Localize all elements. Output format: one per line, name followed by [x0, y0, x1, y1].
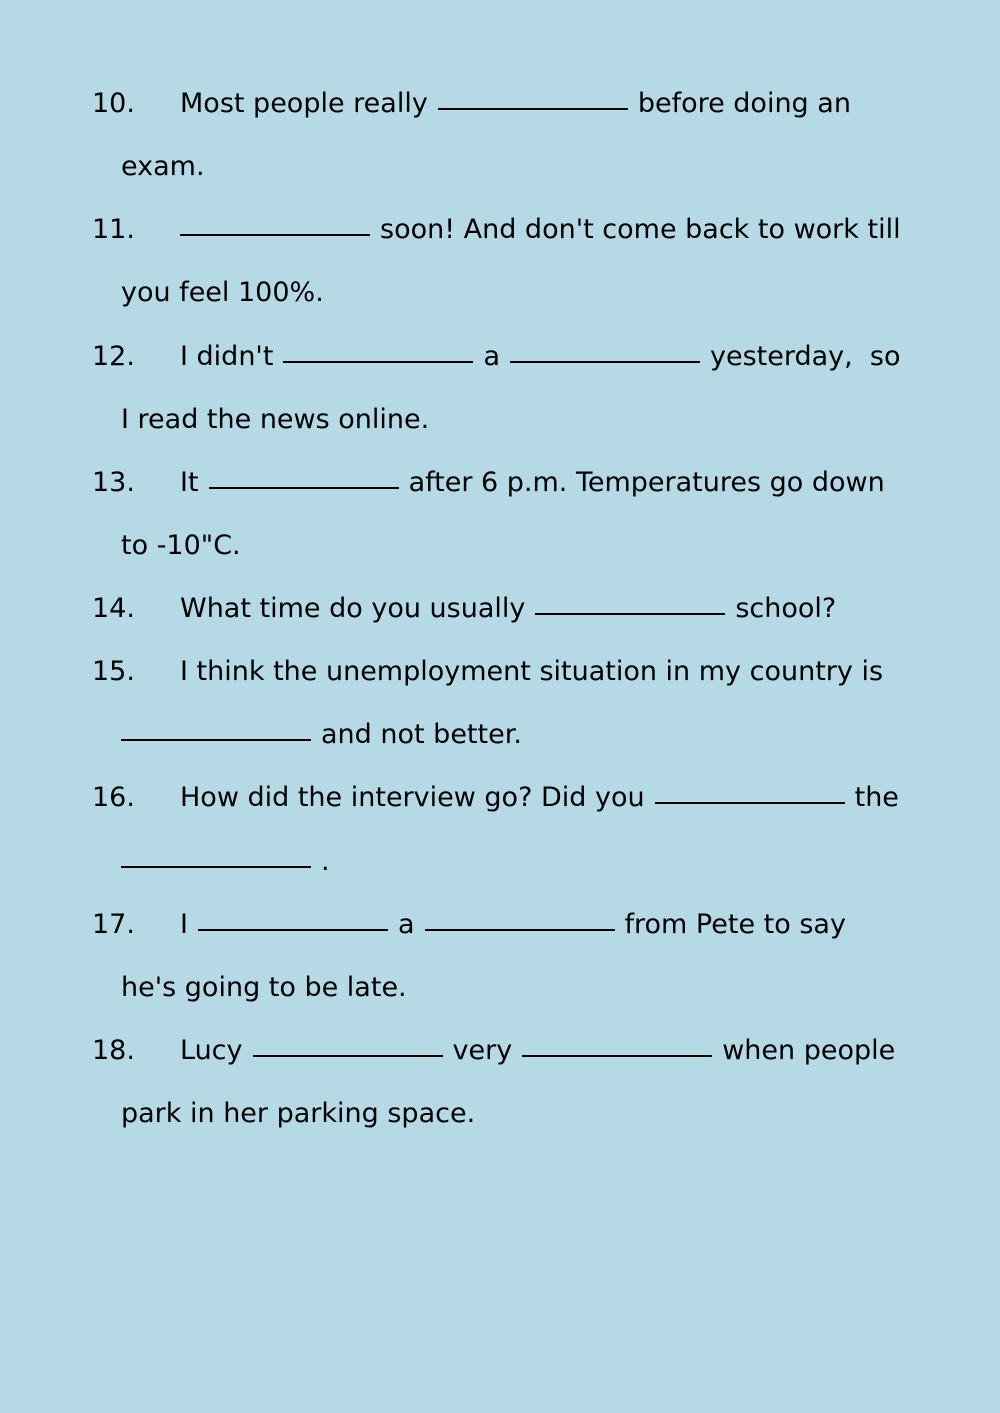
question-10-line-1 — [92, 84, 851, 124]
question-text: How did the interview go? Did you — [180, 782, 645, 813]
question-11-line-1 — [92, 210, 901, 250]
question-16-line-2 — [121, 842, 330, 882]
question-text: the — [854, 782, 899, 813]
question-text: I think the unemployment situation in my country is — [180, 656, 884, 687]
question-text: a — [483, 341, 500, 372]
question-16-line-1 — [92, 778, 899, 818]
answer-blank[interactable] — [438, 108, 628, 110]
question-text: soon! And don't come back to work till — [380, 214, 901, 245]
question-text: Lucy — [180, 1035, 243, 1066]
answer-blank[interactable] — [253, 1055, 443, 1057]
answer-blank[interactable] — [522, 1055, 712, 1057]
question-text: to -10"C. — [121, 530, 241, 561]
question-text: a — [397, 909, 415, 940]
question-text: I didn't — [180, 341, 274, 372]
question-number: 13. — [92, 467, 135, 498]
question-13-line-1 — [92, 463, 885, 503]
question-text: park in her parking space. — [121, 1098, 476, 1129]
question-text: he's going to be late. — [121, 972, 407, 1003]
question-text: It — [180, 467, 199, 498]
answer-blank[interactable] — [180, 234, 370, 236]
question-text: very — [452, 1035, 513, 1066]
question-12-line-2 — [121, 400, 429, 440]
question-text: and not better. — [321, 719, 522, 750]
question-text: I read the news online. — [121, 404, 430, 435]
question-14-line-1 — [92, 589, 836, 629]
question-15-line-1 — [92, 652, 883, 692]
question-number: 11. — [92, 214, 135, 245]
question-15-line-2 — [121, 715, 522, 755]
question-number: 18. — [92, 1035, 135, 1066]
question-text: exam. — [121, 151, 205, 182]
question-number: 10. — [92, 88, 135, 119]
answer-blank[interactable] — [655, 802, 845, 804]
question-text: Most people really — [180, 88, 428, 119]
question-12-line-1 — [92, 337, 900, 377]
question-number: 16. — [92, 782, 135, 813]
question-text: after 6 p.m. Temperatures go down — [408, 467, 885, 498]
question-text: yesterday, so — [710, 341, 901, 372]
answer-blank[interactable] — [121, 739, 311, 741]
question-text: from Pete to say — [624, 909, 846, 940]
question-number: 15. — [92, 656, 135, 687]
question-text: . — [321, 846, 330, 877]
question-number: 17. — [92, 909, 135, 940]
question-number: 14. — [92, 593, 135, 624]
question-text: when people — [722, 1035, 896, 1066]
question-number: 12. — [92, 341, 135, 372]
question-10-line-2 — [121, 147, 205, 187]
question-17-line-1 — [92, 905, 846, 945]
answer-blank[interactable] — [209, 487, 399, 489]
question-18-line-1 — [92, 1031, 895, 1071]
answer-blank[interactable] — [121, 866, 311, 868]
question-11-line-2 — [121, 273, 324, 313]
answer-blank[interactable] — [510, 361, 700, 363]
question-text: you feel 100%. — [121, 277, 324, 308]
question-17-line-2 — [121, 968, 407, 1008]
answer-blank[interactable] — [425, 929, 615, 931]
question-text: school? — [735, 593, 837, 624]
answer-blank[interactable] — [535, 613, 725, 615]
question-text: before doing an — [637, 88, 851, 119]
answer-blank[interactable] — [198, 929, 388, 931]
question-text: I — [180, 909, 188, 940]
question-text: What time do you usually — [180, 593, 526, 624]
question-13-line-2 — [121, 526, 241, 566]
answer-blank[interactable] — [283, 361, 473, 363]
question-18-line-2 — [121, 1094, 475, 1134]
